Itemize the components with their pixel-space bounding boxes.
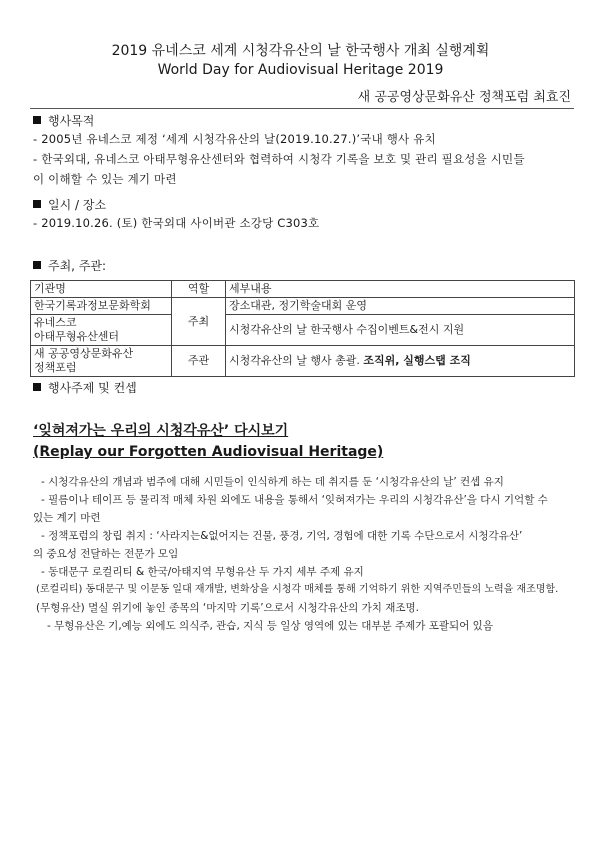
table-header-org: 기관명 bbox=[31, 281, 172, 298]
purpose-line-3: 이 이해할 수 있는 계기 마련 bbox=[33, 172, 177, 186]
purpose-line-2: - 한국외대, 유네스코 아태무형유산센터와 협력하여 시청각 기록을 보호 및 관리 필요성을 시민들 bbox=[33, 152, 525, 166]
bullet-square-icon bbox=[33, 383, 41, 391]
header-divider bbox=[30, 108, 574, 109]
table-cell-detail-text: 시청각유산의 날 행사 총괄. bbox=[229, 354, 360, 367]
section-hosts-heading bbox=[33, 257, 106, 274]
section-hosts-label: 주최, 주관: bbox=[48, 259, 107, 273]
table-cell-org-line: 유네스코 bbox=[34, 316, 77, 329]
theme-paragraph: - 필름이나 테이프 등 물리적 매체 차원 외에도 내용을 통해서 ‘잊혀져가는 우리의 시청각유산’을 다시 기억할 수 bbox=[41, 494, 548, 506]
theme-title-english: (Replay our Forgotten Audiovisual Heritage) bbox=[33, 444, 384, 460]
theme-paragraph: (로컬리티) 동대문구 및 이문동 일대 재개발, 변화상을 시청각 매체를 통해 기억하기 위한 지역주민들의 노력을 재조명함. bbox=[36, 584, 559, 595]
section-datetime-heading bbox=[33, 196, 106, 213]
document-author: 새 공공영상문화유산 정책포럼 최효진 bbox=[357, 90, 571, 105]
organizer-table bbox=[30, 280, 575, 377]
section-datetime-label: 일시 / 장소 bbox=[48, 198, 107, 212]
theme-paragraph: 의 중요성 전달하는 전문가 모임 bbox=[33, 548, 179, 560]
theme-title-korean: ‘잊혀져가는 우리의 시청각유산’ 다시보기 bbox=[33, 423, 289, 439]
theme-paragraph: (무형유산) 멸실 위기에 놓인 종목의 ‘마지막 기록’으로서 시청각유산의 가치 재조명. bbox=[36, 602, 419, 614]
theme-paragraph: - 시청각유산의 개념과 범주에 대해 시민들이 인식하게 하는 데 취지를 둔 ‘시청각유산의 날’ 컨셉 유지 bbox=[41, 476, 504, 488]
theme-paragraph: 있는 계기 마련 bbox=[33, 512, 101, 524]
document-title-korean: 2019 유네스코 세계 시청각유산의 날 한국행사 개최 실행계획 bbox=[111, 43, 490, 59]
theme-paragraph: - 무형유산은 기,예능 외에도 의식주, 관습, 지식 등 일상 영역에 있는 대부분 주제가 포괄되어 있음 bbox=[47, 620, 493, 632]
table-cell-org-line: 아태무형유산센터 bbox=[34, 330, 120, 343]
table-cell-org-line: 새 공공영상문화유산 bbox=[34, 347, 134, 360]
section-purpose-label: 행사목적 bbox=[48, 114, 95, 128]
table-cell-org: 한국기록과정보문화학회 bbox=[31, 298, 172, 315]
table-row bbox=[31, 315, 575, 346]
table-cell-org bbox=[31, 315, 172, 346]
table-cell-detail: 장소대관, 정기학술대회 운영 bbox=[226, 298, 575, 315]
table-cell-detail-bold: 조직위, 실행스탭 조직 bbox=[363, 354, 471, 367]
bullet-square-icon bbox=[33, 116, 41, 124]
table-cell-detail: 시청각유산의 날 한국행사 수집이벤트&전시 지원 bbox=[226, 315, 575, 346]
table-cell-org-line: 정책포럼 bbox=[34, 361, 77, 374]
table-cell-role: 주최 bbox=[172, 298, 226, 346]
table-header-detail: 세부내용 bbox=[226, 281, 575, 298]
table-cell-detail bbox=[226, 346, 575, 377]
bullet-square-icon bbox=[33, 200, 41, 208]
theme-paragraph: - 정책포럼의 창립 취지 : ‘사라지는&없어지는 건물, 풍경, 기억, 경험에 대한 기록 수단으로서 시청각유산’ bbox=[41, 530, 523, 542]
table-row bbox=[31, 346, 575, 377]
table-cell-role: 주관 bbox=[172, 346, 226, 377]
document-title-english: World Day for Audiovisual Heritage 2019 bbox=[157, 62, 444, 78]
table-header-role: 역할 bbox=[172, 281, 226, 298]
datetime-line-1: - 2019.10.26. (토) 한국외대 사이버관 소강당 C303호 bbox=[33, 216, 320, 230]
table-row bbox=[31, 298, 575, 315]
table-header-row bbox=[31, 281, 575, 298]
theme-paragraph: - 동대문구 로컬리티 & 한국/아태지역 무형유산 두 가지 세부 주제 유지 bbox=[41, 566, 364, 578]
purpose-line-1: - 2005년 유네스코 제정 ‘세계 시청각유산의 날(2019.10.27.)’국내 행사 유치 bbox=[33, 132, 436, 146]
section-theme-label: 행사주제 및 컨셉 bbox=[48, 381, 137, 395]
bullet-square-icon bbox=[33, 261, 41, 269]
section-purpose-heading bbox=[33, 112, 94, 129]
section-theme-heading bbox=[33, 379, 137, 396]
table-cell-org bbox=[31, 346, 172, 377]
